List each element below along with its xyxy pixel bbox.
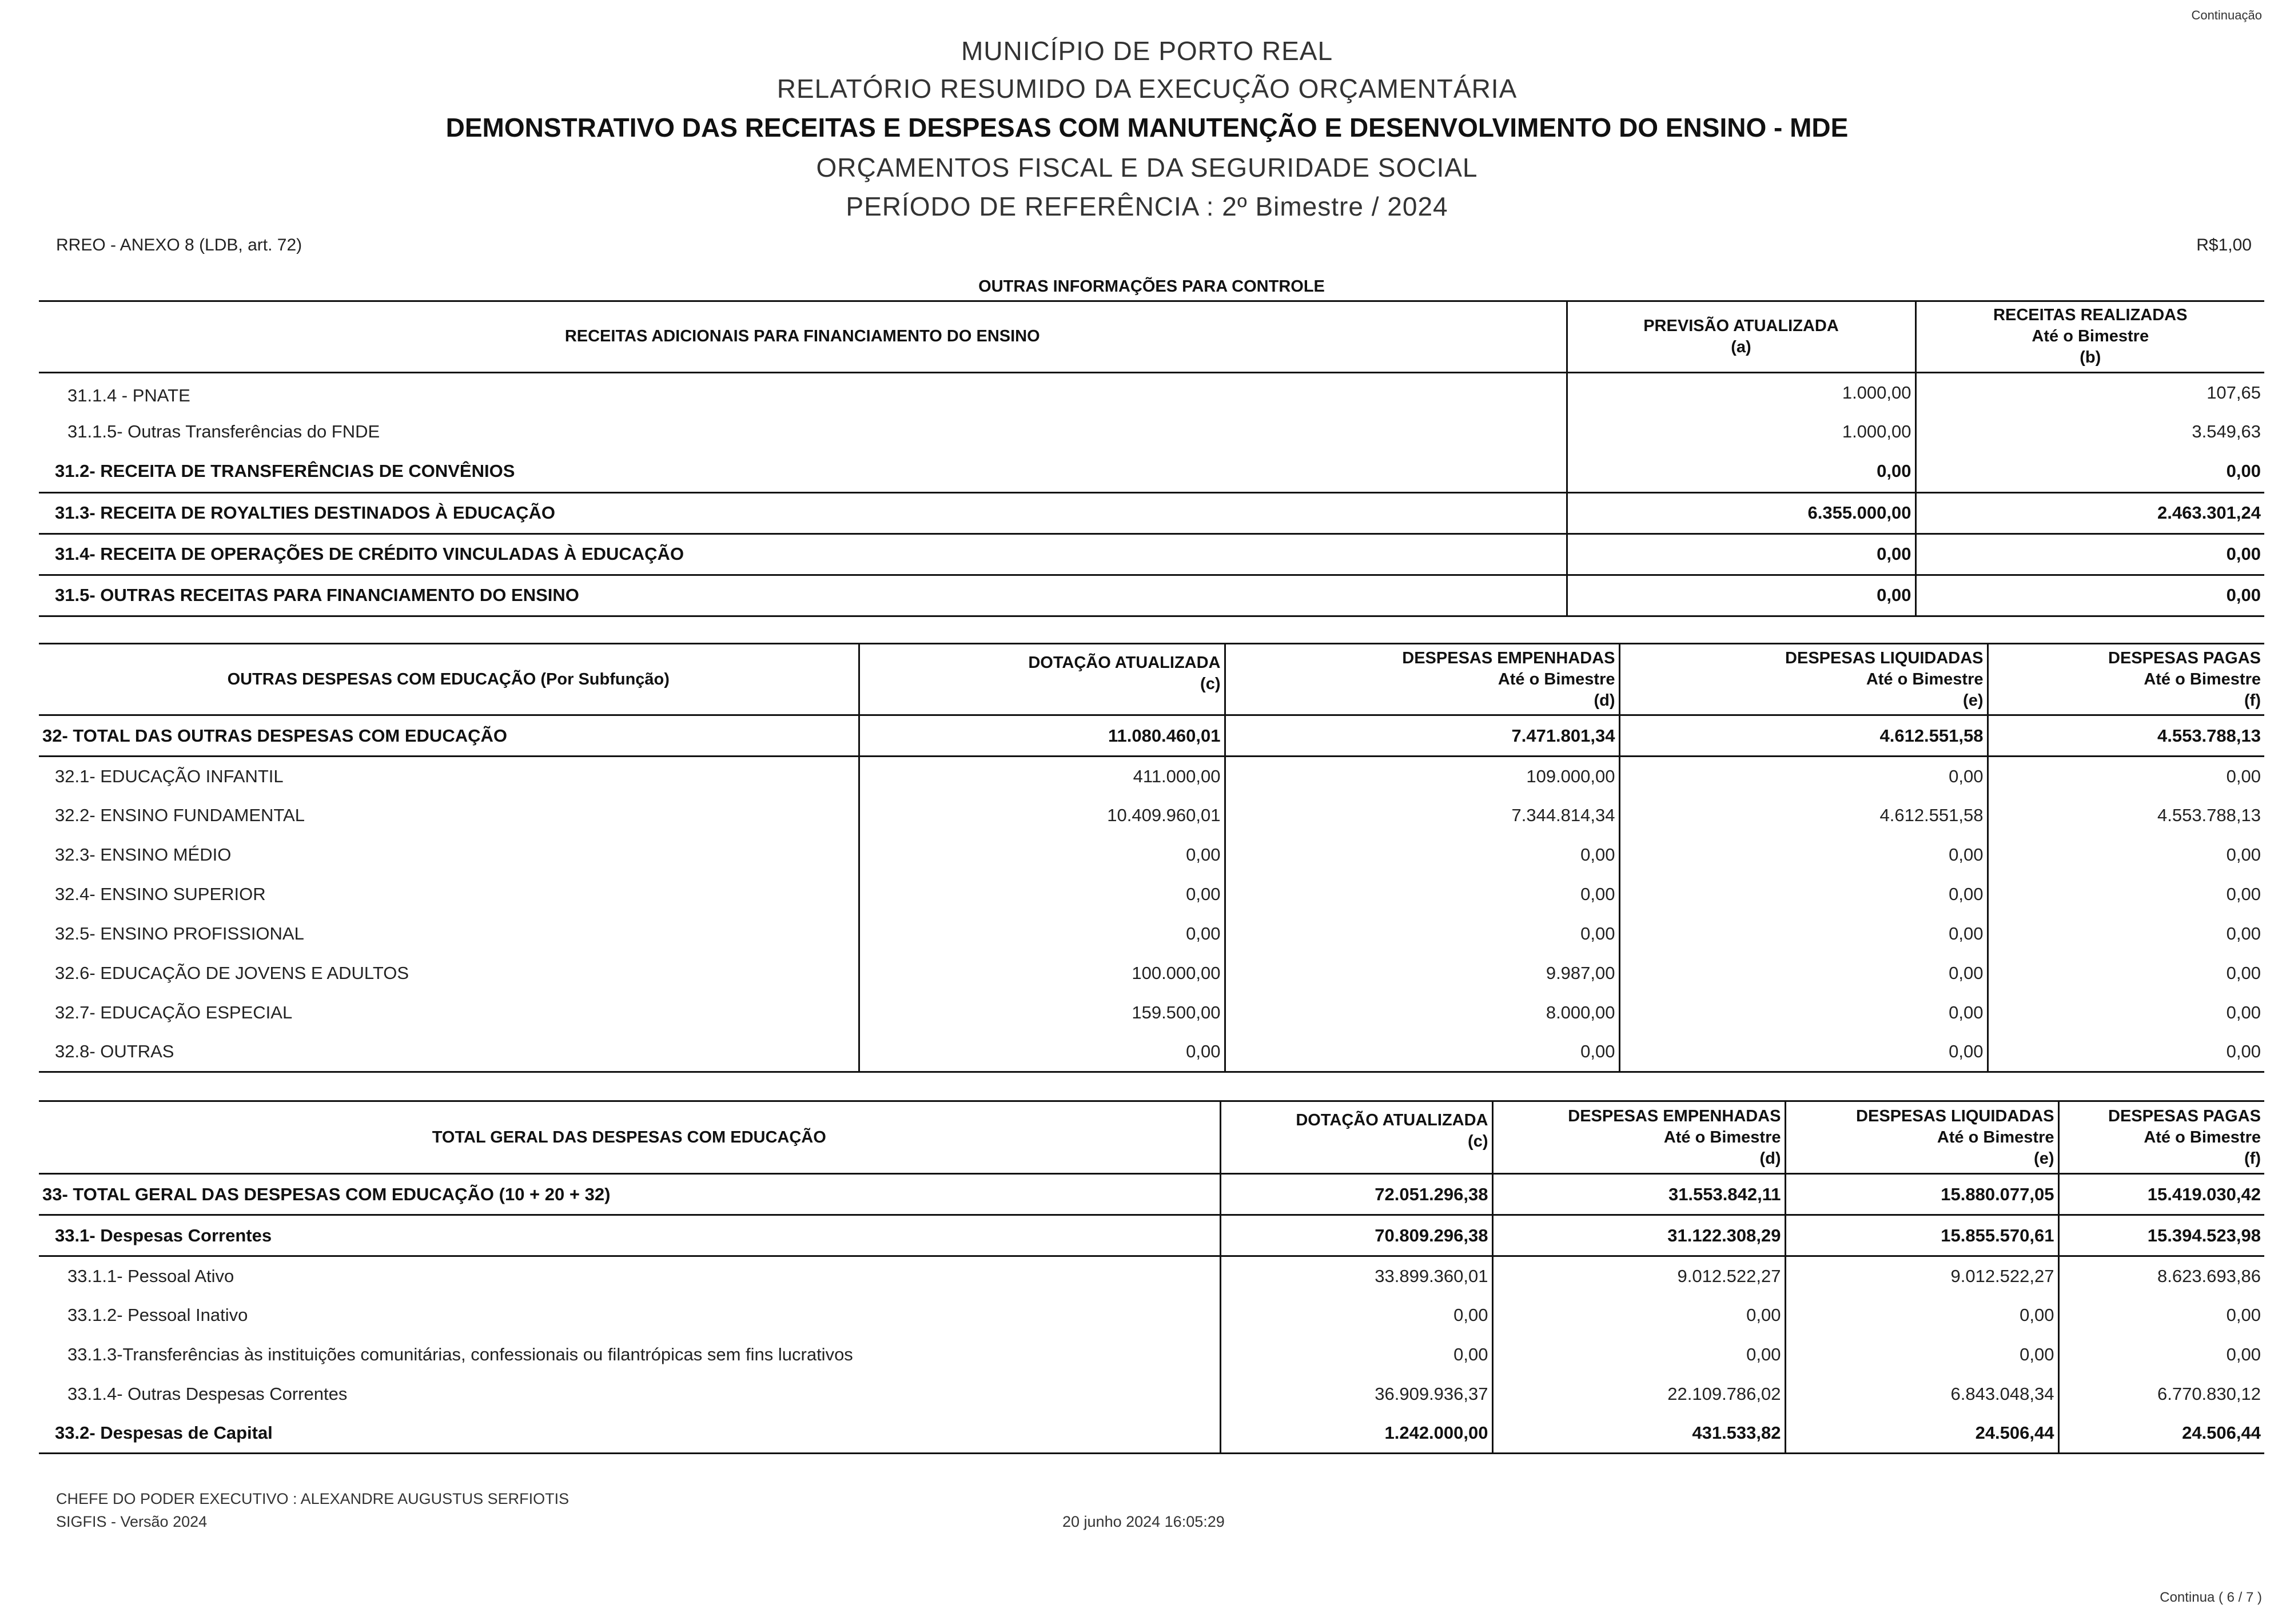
table2-col-liquidadas-header <box>1619 644 1988 715</box>
table-row <box>39 993 2264 1033</box>
subtotal-row <box>39 1215 2264 1256</box>
row-label: 32.6- EDUCAÇÃO DE JOVENS E ADULTOS <box>55 963 409 983</box>
row-value-c: 11.080.460,01 <box>859 715 1225 757</box>
header-line: DESPESAS PAGAS <box>2108 648 2261 667</box>
row-value-e: 9.012.522,27 <box>1785 1256 2058 1296</box>
row-value-b: 0,00 <box>1915 534 2264 575</box>
row-value-a: 0,00 <box>1567 575 1915 616</box>
row-label: 33.1.3-Transferências às instituições comunitárias, confessionais ou filantrópicas sem fins lucrativos <box>67 1344 853 1364</box>
row-label: 32- TOTAL DAS OUTRAS DESPESAS COM EDUCAÇÃO <box>39 715 859 757</box>
header-line: Até o Bimestre <box>2144 1128 2261 1147</box>
row-value-c: 1.242.000,00 <box>1220 1414 1492 1454</box>
header-line: Até o Bimestre <box>1498 670 1615 688</box>
row-value-f: 4.553.788,13 <box>1988 715 2264 757</box>
continuation-label: Continuação <box>2191 8 2262 22</box>
currency-unit: R$1,00 <box>2196 236 2252 254</box>
header-line: DESPESAS PAGAS <box>2108 1106 2261 1125</box>
row-label: 33- TOTAL GERAL DAS DESPESAS COM EDUCAÇÃO (10 + 20 + 32) <box>39 1174 1220 1215</box>
page-indicator: Continua ( 6 / 7 ) <box>2160 1590 2262 1605</box>
row-value-d: 0,00 <box>1225 835 1619 875</box>
row-value-d: 8.000,00 <box>1225 993 1619 1033</box>
statement-title: DEMONSTRATIVO DAS RECEITAS E DESPESAS COM MANUTENÇÃO E DESENVOLVIMENTO DO ENSINO - MDE <box>445 113 1849 142</box>
row-label: 31.1.5- Outras Transferências do FNDE <box>67 421 380 441</box>
other-education-expenses-table <box>39 643 2264 1073</box>
header-line: Até o Bimestre <box>2144 670 2261 688</box>
table1-section-title: OUTRAS INFORMAÇÕES PARA CONTROLE <box>39 273 2264 301</box>
row-value-b: 107,65 <box>1915 372 2264 412</box>
row-value-d: 0,00 <box>1492 1296 1785 1335</box>
row-value-d: 431.533,82 <box>1492 1414 1785 1454</box>
row-value-c: 100.000,00 <box>859 954 1225 993</box>
row-value-d: 31.553.842,11 <box>1492 1174 1785 1215</box>
row-value-f: 15.394.523,98 <box>2058 1215 2264 1256</box>
table-row <box>39 875 2264 914</box>
table2-col-empenhadas-header <box>1225 644 1619 715</box>
row-value-c: 0,00 <box>859 875 1225 914</box>
row-value-d: 31.122.308,29 <box>1492 1215 1785 1256</box>
table-row <box>39 914 2264 954</box>
row-value-e: 4.612.551,58 <box>1619 715 1988 757</box>
system-version: SIGFIS - Versão 2024 <box>56 1513 208 1530</box>
row-value-d: 0,00 <box>1225 1033 1619 1072</box>
row-value-f: 0,00 <box>1988 757 2264 796</box>
total-row <box>39 1174 2264 1215</box>
row-value-c: 0,00 <box>1220 1296 1492 1335</box>
row-value-f: 0,00 <box>2058 1296 2264 1335</box>
row-value-c: 0,00 <box>859 1033 1225 1072</box>
row-label: 31.5- OUTRAS RECEITAS PARA FINANCIAMENTO DO ENSINO <box>39 575 1567 616</box>
table1-header-row <box>39 301 2264 372</box>
table-row <box>39 954 2264 993</box>
row-value-c: 70.809.296,38 <box>1220 1215 1492 1256</box>
table2-header-row <box>39 644 2264 715</box>
row-value-e: 0,00 <box>1785 1296 2058 1335</box>
row-label: 32.7- EDUCAÇÃO ESPECIAL <box>55 1002 293 1022</box>
row-value-d: 0,00 <box>1492 1335 1785 1375</box>
header-line: RECEITAS REALIZADAS <box>1993 306 2188 324</box>
row-value-d: 9.987,00 <box>1225 954 1619 993</box>
row-value-c: 0,00 <box>859 835 1225 875</box>
row-label: 31.2- RECEITA DE TRANSFERÊNCIAS DE CONVÊNIOS <box>39 451 1567 492</box>
row-value-e: 0,00 <box>1619 914 1988 954</box>
row-value-f: 0,00 <box>1988 954 2264 993</box>
row-label: 32.2- ENSINO FUNDAMENTAL <box>55 805 305 825</box>
generated-datetime: 20 junho 2024 16:05:29 <box>1062 1513 1225 1530</box>
table-row <box>39 1296 2264 1335</box>
report-title: RELATÓRIO RESUMIDO DA EXECUÇÃO ORÇAMENTÁRIA <box>776 74 1518 104</box>
row-value-e: 0,00 <box>1619 875 1988 914</box>
row-value-f: 8.623.693,86 <box>2058 1256 2264 1296</box>
header-line: DESPESAS EMPENHADAS <box>1568 1106 1781 1125</box>
row-value-d: 9.012.522,27 <box>1492 1256 1785 1296</box>
header-line: DESPESAS LIQUIDADAS <box>1856 1106 2054 1125</box>
table-row <box>39 412 2264 451</box>
header-line: Até o Bimestre <box>2032 327 2149 345</box>
header-line: (c) <box>1468 1132 1488 1151</box>
header-line: PREVISÃO ATUALIZADA <box>1643 316 1839 335</box>
header-line: (d) <box>1594 691 1615 710</box>
header-line: DOTAÇÃO ATUALIZADA <box>1028 654 1221 672</box>
row-value-e: 15.855.570,61 <box>1785 1215 2058 1256</box>
row-value-f: 0,00 <box>2058 1335 2264 1375</box>
row-label: 33.1.2- Pessoal Inativo <box>67 1305 248 1325</box>
row-value-e: 0,00 <box>1619 757 1988 796</box>
row-label: 32.8- OUTRAS <box>39 1033 859 1072</box>
row-value-c: 33.899.360,01 <box>1220 1256 1492 1296</box>
table-row <box>39 1033 2264 1072</box>
row-value-b: 2.463.301,24 <box>1915 492 2264 534</box>
row-value-f: 15.419.030,42 <box>2058 1174 2264 1215</box>
header-line: DOTAÇÃO ATUALIZADA <box>1296 1111 1488 1129</box>
row-value-f: 24.506,44 <box>2058 1414 2264 1454</box>
table3-col-dotacao-header <box>1220 1101 1492 1174</box>
header-line: DESPESAS LIQUIDADAS <box>1785 648 1984 667</box>
row-value-e: 15.880.077,05 <box>1785 1174 2058 1215</box>
row-value-e: 4.612.551,58 <box>1619 796 1988 835</box>
row-label: 31.4- RECEITA DE OPERAÇÕES DE CRÉDITO VINCULADAS À EDUCAÇÃO <box>39 534 1567 575</box>
municipality-title: MUNICÍPIO DE PORTO REAL <box>961 36 1333 66</box>
table2-col-dotacao-header <box>859 644 1225 715</box>
row-value-c: 159.500,00 <box>859 993 1225 1033</box>
table2-col-pagas-header <box>1988 644 2264 715</box>
header-line: Até o Bimestre <box>1866 670 1984 688</box>
header-line: (a) <box>1731 337 1751 356</box>
table3-header-row <box>39 1101 2264 1174</box>
table1-col-previsao-header <box>1567 301 1915 372</box>
subtotal-row <box>39 1414 2264 1454</box>
row-value-f: 0,00 <box>1988 914 2264 954</box>
row-label: 32.3- ENSINO MÉDIO <box>55 845 232 865</box>
row-label: 31.1.4 - PNATE <box>67 385 190 405</box>
row-value-c: 0,00 <box>859 914 1225 954</box>
table-row <box>39 835 2264 875</box>
table-row <box>39 1375 2264 1414</box>
row-label: 32.4- ENSINO SUPERIOR <box>55 884 266 904</box>
row-label: 33.1- Despesas Correntes <box>39 1215 1220 1256</box>
header-line: DESPESAS EMPENHADAS <box>1402 648 1615 667</box>
row-value-a: 0,00 <box>1567 534 1915 575</box>
row-value-f: 4.553.788,13 <box>1988 796 2264 835</box>
row-value-d: 109.000,00 <box>1225 757 1619 796</box>
row-value-a: 1.000,00 <box>1567 372 1915 412</box>
header-line: Até o Bimestre <box>1937 1128 2054 1147</box>
table-row <box>39 575 2264 616</box>
header-line: (e) <box>2034 1149 2054 1168</box>
table-row <box>39 372 2264 412</box>
row-label: 33.2- Despesas de Capital <box>39 1414 1220 1454</box>
row-value-d: 0,00 <box>1225 875 1619 914</box>
table1-section-row <box>39 273 2264 301</box>
table1-col-receitas-header: RECEITAS ADICIONAIS PARA FINANCIAMENTO DO ENSINO <box>39 301 1567 372</box>
table-row <box>39 1256 2264 1296</box>
table-row <box>39 492 2264 534</box>
row-value-d: 7.471.801,34 <box>1225 715 1619 757</box>
table2-col-subfuncao-header: OUTRAS DESPESAS COM EDUCAÇÃO (Por Subfunção) <box>39 644 859 715</box>
header-line: Até o Bimestre <box>1663 1128 1781 1147</box>
row-value-f: 0,00 <box>1988 835 2264 875</box>
row-value-b: 3.549,63 <box>1915 412 2264 451</box>
total-row <box>39 715 2264 757</box>
row-value-a: 0,00 <box>1567 451 1915 492</box>
row-value-e: 24.506,44 <box>1785 1414 2058 1454</box>
row-value-f: 6.770.830,12 <box>2058 1375 2264 1414</box>
row-value-e: 6.843.048,34 <box>1785 1375 2058 1414</box>
row-label: 32.5- ENSINO PROFISSIONAL <box>55 924 304 944</box>
header-line: (c) <box>1200 675 1221 693</box>
chief-executive: CHEFE DO PODER EXECUTIVO : ALEXANDRE AUGUSTUS SERFIOTIS <box>56 1490 569 1507</box>
row-value-c: 0,00 <box>1220 1335 1492 1375</box>
control-info-table <box>39 273 2264 617</box>
table3-col-pagas-header <box>2058 1101 2264 1174</box>
row-value-b: 0,00 <box>1915 575 2264 616</box>
row-value-c: 36.909.936,37 <box>1220 1375 1492 1414</box>
row-value-f: 0,00 <box>1988 875 2264 914</box>
table-row <box>39 1335 2264 1375</box>
header-line: (b) <box>2080 348 2101 367</box>
row-value-c: 10.409.960,01 <box>859 796 1225 835</box>
row-label: 32.1- EDUCAÇÃO INFANTIL <box>55 766 284 786</box>
row-label: 33.1.1- Pessoal Ativo <box>67 1265 234 1286</box>
row-value-c: 72.051.296,38 <box>1220 1174 1492 1215</box>
row-value-e: 0,00 <box>1619 835 1988 875</box>
table-row <box>39 796 2264 835</box>
table-row <box>39 534 2264 575</box>
row-value-d: 22.109.786,02 <box>1492 1375 1785 1414</box>
table3-col-total-header: TOTAL GERAL DAS DESPESAS COM EDUCAÇÃO <box>39 1101 1220 1174</box>
row-value-f: 0,00 <box>1988 993 2264 1033</box>
budget-subtitle: ORÇAMENTOS FISCAL E DA SEGURIDADE SOCIAL <box>816 153 1478 182</box>
row-value-e: 0,00 <box>1619 993 1988 1033</box>
total-education-expenses-table <box>39 1100 2264 1454</box>
row-value-a: 1.000,00 <box>1567 412 1915 451</box>
header-line: (f) <box>2244 1149 2261 1168</box>
row-value-c: 411.000,00 <box>859 757 1225 796</box>
header-line: (e) <box>1963 691 1984 710</box>
table1-col-realizadas-header <box>1915 301 2264 372</box>
table3-col-empenhadas-header <box>1492 1101 1785 1174</box>
row-value-d: 7.344.814,34 <box>1225 796 1619 835</box>
header-line: (f) <box>2244 691 2261 710</box>
row-value-a: 6.355.000,00 <box>1567 492 1915 534</box>
row-value-f: 0,00 <box>1988 1033 2264 1072</box>
row-value-d: 0,00 <box>1225 914 1619 954</box>
header-line: (d) <box>1759 1149 1781 1168</box>
annex-label: RREO - ANEXO 8 (LDB, art. 72) <box>56 236 302 254</box>
row-label: 31.3- RECEITA DE ROYALTIES DESTINADOS À EDUCAÇÃO <box>39 492 1567 534</box>
table3-col-liquidadas-header <box>1785 1101 2058 1174</box>
row-value-e: 0,00 <box>1785 1335 2058 1375</box>
table-row <box>39 757 2264 796</box>
row-value-e: 0,00 <box>1619 954 1988 993</box>
table-row <box>39 451 2264 492</box>
row-value-b: 0,00 <box>1915 451 2264 492</box>
row-label: 33.1.4- Outras Despesas Correntes <box>67 1384 348 1404</box>
row-value-e: 0,00 <box>1619 1033 1988 1072</box>
reference-period: PERÍODO DE REFERÊNCIA : 2º Bimestre / 2024 <box>846 192 1448 221</box>
